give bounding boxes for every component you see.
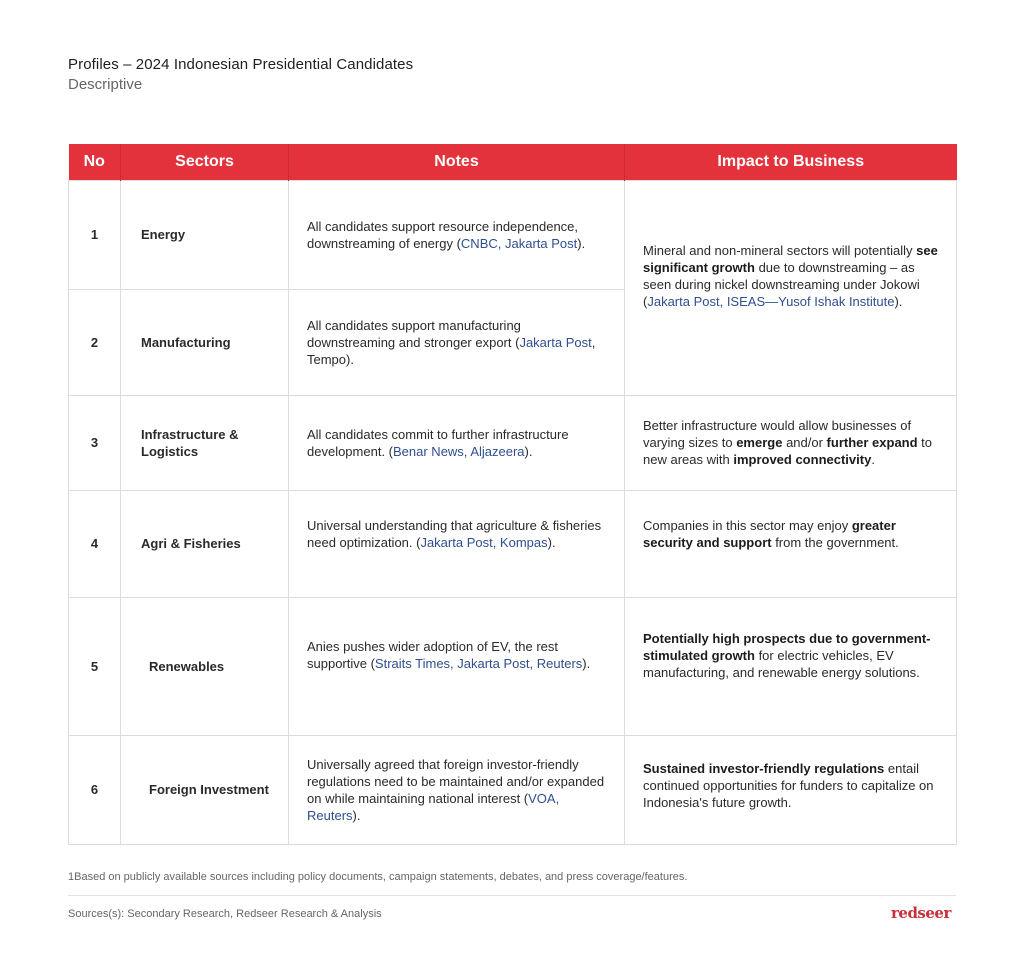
- impact-highlight: greater security and support: [643, 517, 896, 550]
- notes-cell: All candidates support manufacturing downstreaming and stronger export (Jakarta Post, Tempo).: [289, 289, 625, 395]
- source-links[interactable]: VOA, Reuters: [307, 790, 560, 823]
- notes-cell: All candidates support resource independence, downstreaming of energy (CNBC, Jakarta Post).: [289, 180, 625, 289]
- sector-name: Agri & Fisheries: [121, 490, 289, 597]
- notes-cell: Anies pushes wider adoption of EV, the rest supportive (Straits Times, Jakarta Post, Reuters).: [289, 597, 625, 735]
- sector-name: Foreign Investment: [121, 735, 289, 844]
- source-links[interactable]: Straits Times, Jakarta Post, Reuters: [374, 655, 583, 671]
- row-number: 3: [69, 395, 121, 490]
- table-row: [69, 735, 957, 844]
- footer-divider: [68, 895, 956, 896]
- impact-highlight: emerge: [736, 435, 783, 450]
- impact-highlight: improved connectivity: [733, 452, 872, 467]
- row-number: 6: [69, 735, 121, 844]
- sources-note: Sources(s): Secondary Research, Redseer Research & Analysis: [68, 908, 382, 920]
- table-header-row: [69, 144, 957, 180]
- column-header-no: No: [69, 144, 121, 180]
- impact-cell: Companies in this sector may enjoy greater security and support from the government.: [625, 490, 957, 597]
- column-header-impact: Impact to Business: [625, 144, 957, 180]
- impact-cell: Potentially high prospects due to government-stimulated growth for electric vehicles, EV manufacturing, and renewable energy solutions.: [625, 597, 957, 735]
- row-number: 4: [69, 490, 121, 597]
- impact-highlight: Potentially high prospects due to government-stimulated growth: [643, 630, 931, 663]
- column-header-notes: Notes: [289, 144, 625, 180]
- sectors-table: [68, 144, 957, 845]
- table-row: [69, 395, 957, 490]
- impact-highlight: see significant growth: [643, 242, 938, 275]
- page-subtitle: Descriptive: [68, 76, 143, 93]
- impact-cell: Better infrastructure would allow businesses of varying sizes to emerge and/or further expand to new areas with improved connectivity.: [625, 395, 957, 490]
- sector-name: Manufacturing: [121, 289, 289, 395]
- sector-name: Infrastructure & Logistics: [121, 395, 289, 490]
- impact-highlight: Sustained investor-friendly regulations: [643, 760, 885, 776]
- sector-name: Renewables: [121, 597, 289, 735]
- impact-cell: Sustained investor-friendly regulations entail continued opportunities for funders to capitalize on Indonesia's future growth.: [625, 735, 957, 844]
- source-links[interactable]: Jakarta Post, ISEAS—Yusof Ishak Institute: [647, 293, 895, 309]
- notes-cell: Universal understanding that agriculture & fisheries need optimization. (Jakarta Post, Kompas).: [289, 490, 625, 597]
- row-number: 1: [69, 180, 121, 289]
- table-row: [69, 180, 957, 289]
- redseer-logo: redseer: [891, 904, 951, 922]
- table-row: [69, 597, 957, 735]
- table-row: [69, 490, 957, 597]
- sector-name: Energy: [121, 180, 289, 289]
- row-number: 2: [69, 289, 121, 395]
- notes-cell: All candidates commit to further infrastructure development. (Benar News, Aljazeera).: [289, 395, 625, 490]
- impact-highlight: further expand: [826, 435, 918, 450]
- source-links[interactable]: CNBC, Jakarta Post: [460, 235, 578, 251]
- impact-cell: Mineral and non-mineral sectors will potentially see significant growth due to downstreaming – as seen during nickel downstreaming under Jokowi (Jakarta Post, ISEAS—Yusof Ishak Institute).: [625, 180, 957, 395]
- source-links[interactable]: Jakarta Post: [519, 334, 592, 350]
- page-title: Profiles – 2024 Indonesian Presidential Candidates: [68, 56, 414, 73]
- source-links[interactable]: Jakarta Post, Kompas: [420, 534, 548, 550]
- footnote: 1Based on publicly available sources including policy documents, campaign statements, debates, and press coverage/features.: [68, 871, 688, 883]
- row-number: 5: [69, 597, 121, 735]
- source-links[interactable]: Benar News, Aljazeera: [393, 443, 525, 459]
- column-header-sectors: Sectors: [121, 144, 289, 180]
- notes-cell: Universally agreed that foreign investor-friendly regulations need to be maintained and/or expanded on while maintaining national interest (VOA, Reuters).: [289, 735, 625, 844]
